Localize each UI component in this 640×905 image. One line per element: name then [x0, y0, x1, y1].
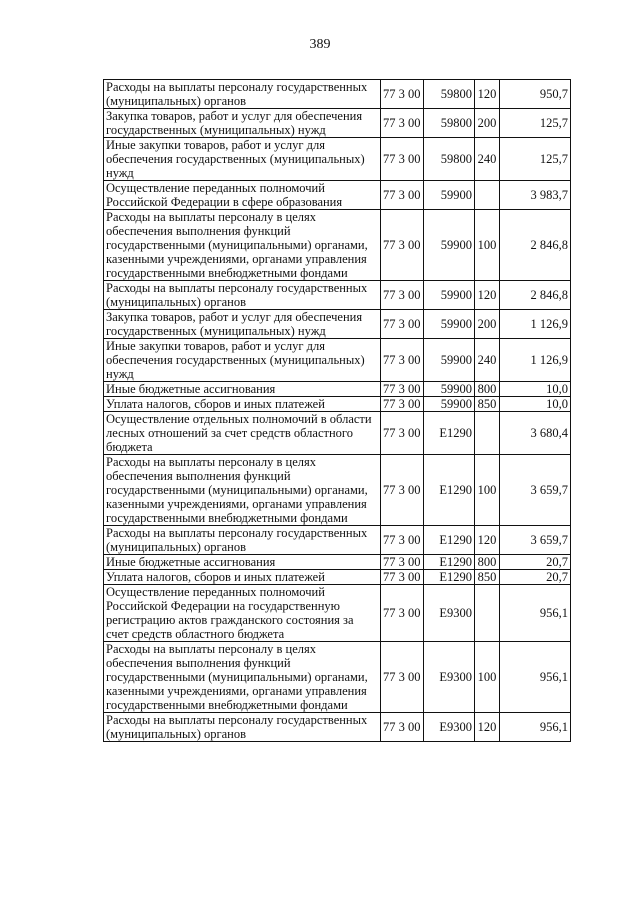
item-name: Расходы на выплаты персоналу государственных (муниципальных) органов	[104, 80, 381, 109]
direction-code: Е9300	[424, 713, 475, 742]
direction-code: Е9300	[424, 642, 475, 713]
amount: 1 126,9	[500, 339, 571, 382]
program-code: 77 3 00	[381, 181, 424, 210]
program-code: 77 3 00	[381, 210, 424, 281]
amount: 10,0	[500, 382, 571, 397]
program-code: 77 3 00	[381, 642, 424, 713]
direction-code: 59900	[424, 310, 475, 339]
amount: 956,1	[500, 585, 571, 642]
expense-type: 120	[475, 80, 500, 109]
table-row	[104, 412, 571, 455]
program-code: 77 3 00	[381, 80, 424, 109]
item-name: Расходы на выплаты персоналу в целях обеспечения выполнения функций государственными (муниципальными) органами, казенными учреждениями, органами управления государственными внебюджетными фондами	[104, 210, 381, 281]
item-name: Уплата налогов, сборов и иных платежей	[104, 570, 381, 585]
expense-type: 200	[475, 109, 500, 138]
table-row	[104, 526, 571, 555]
expense-type: 120	[475, 713, 500, 742]
amount: 20,7	[500, 555, 571, 570]
table-row	[104, 713, 571, 742]
item-name: Расходы на выплаты персоналу государственных (муниципальных) органов	[104, 713, 381, 742]
amount: 956,1	[500, 713, 571, 742]
item-name: Уплата налогов, сборов и иных платежей	[104, 397, 381, 412]
expense-type: 100	[475, 210, 500, 281]
amount: 3 659,7	[500, 455, 571, 526]
table-row	[104, 455, 571, 526]
program-code: 77 3 00	[381, 412, 424, 455]
item-name: Иные закупки товаров, работ и услуг для обеспечения государственных (муниципальных) нужд	[104, 339, 381, 382]
direction-code: 59900	[424, 382, 475, 397]
table-row	[104, 570, 571, 585]
table-row	[104, 555, 571, 570]
table-row	[104, 585, 571, 642]
expense-type: 120	[475, 526, 500, 555]
direction-code: 59900	[424, 210, 475, 281]
direction-code: 59800	[424, 80, 475, 109]
amount: 3 659,7	[500, 526, 571, 555]
program-code: 77 3 00	[381, 526, 424, 555]
expense-type	[475, 585, 500, 642]
program-code: 77 3 00	[381, 339, 424, 382]
program-code: 77 3 00	[381, 397, 424, 412]
amount: 10,0	[500, 397, 571, 412]
item-name: Закупка товаров, работ и услуг для обеспечения государственных (муниципальных) нужд	[104, 109, 381, 138]
table-row	[104, 339, 571, 382]
direction-code: 59900	[424, 281, 475, 310]
table-row	[104, 281, 571, 310]
item-name: Осуществление отдельных полномочий в области лесных отношений за счет средств областного бюджета	[104, 412, 381, 455]
expense-type: 100	[475, 642, 500, 713]
item-name: Иные бюджетные ассигнования	[104, 382, 381, 397]
amount: 20,7	[500, 570, 571, 585]
table-row	[104, 109, 571, 138]
item-name: Расходы на выплаты персоналу государственных (муниципальных) органов	[104, 281, 381, 310]
amount: 125,7	[500, 138, 571, 181]
program-code: 77 3 00	[381, 455, 424, 526]
amount: 3 680,4	[500, 412, 571, 455]
program-code: 77 3 00	[381, 310, 424, 339]
expense-type: 120	[475, 281, 500, 310]
program-code: 77 3 00	[381, 570, 424, 585]
expense-type: 240	[475, 138, 500, 181]
expense-type: 800	[475, 555, 500, 570]
direction-code: Е1290	[424, 570, 475, 585]
expense-type	[475, 412, 500, 455]
direction-code: 59900	[424, 397, 475, 412]
item-name: Иные закупки товаров, работ и услуг для обеспечения государственных (муниципальных) нужд	[104, 138, 381, 181]
page-number: 389	[309, 37, 331, 52]
item-name: Расходы на выплаты персоналу государственных (муниципальных) органов	[104, 526, 381, 555]
direction-code: Е1290	[424, 412, 475, 455]
table-row	[104, 181, 571, 210]
program-code: 77 3 00	[381, 281, 424, 310]
program-code: 77 3 00	[381, 555, 424, 570]
expense-type: 240	[475, 339, 500, 382]
expense-type: 100	[475, 455, 500, 526]
amount: 950,7	[500, 80, 571, 109]
amount: 2 846,8	[500, 210, 571, 281]
expense-type	[475, 181, 500, 210]
amount: 2 846,8	[500, 281, 571, 310]
item-name: Закупка товаров, работ и услуг для обеспечения государственных (муниципальных) нужд	[104, 310, 381, 339]
direction-code: Е1290	[424, 455, 475, 526]
amount: 956,1	[500, 642, 571, 713]
direction-code: 59800	[424, 138, 475, 181]
table-row	[104, 310, 571, 339]
direction-code: Е1290	[424, 555, 475, 570]
budget-table	[103, 79, 571, 742]
item-name: Осуществление переданных полномочий Российской Федерации в сфере образования	[104, 181, 381, 210]
direction-code: 59900	[424, 181, 475, 210]
item-name: Расходы на выплаты персоналу в целях обеспечения выполнения функций государственными (муниципальными) органами, казенными учреждениями, органами управления государственными внебюджетными фондами	[104, 642, 381, 713]
direction-code: 59900	[424, 339, 475, 382]
table-row	[104, 382, 571, 397]
amount: 125,7	[500, 109, 571, 138]
program-code: 77 3 00	[381, 109, 424, 138]
table-row	[104, 210, 571, 281]
program-code: 77 3 00	[381, 138, 424, 181]
direction-code: Е1290	[424, 526, 475, 555]
program-code: 77 3 00	[381, 382, 424, 397]
item-name: Осуществление переданных полномочий Российской Федерации на государственную регистрацию актов гражданского состояния за счет средств областного бюджета	[104, 585, 381, 642]
direction-code: 59800	[424, 109, 475, 138]
expense-type: 200	[475, 310, 500, 339]
item-name: Иные бюджетные ассигнования	[104, 555, 381, 570]
expense-type: 850	[475, 397, 500, 412]
amount: 1 126,9	[500, 310, 571, 339]
table-row	[104, 397, 571, 412]
item-name: Расходы на выплаты персоналу в целях обеспечения выполнения функций государственными (муниципальными) органами, казенными учреждениями, органами управления государственными внебюджетными фондами	[104, 455, 381, 526]
program-code: 77 3 00	[381, 585, 424, 642]
amount: 3 983,7	[500, 181, 571, 210]
table-row	[104, 642, 571, 713]
direction-code: Е9300	[424, 585, 475, 642]
table-row	[104, 80, 571, 109]
program-code: 77 3 00	[381, 713, 424, 742]
table-row	[104, 138, 571, 181]
expense-type: 850	[475, 570, 500, 585]
expense-type: 800	[475, 382, 500, 397]
